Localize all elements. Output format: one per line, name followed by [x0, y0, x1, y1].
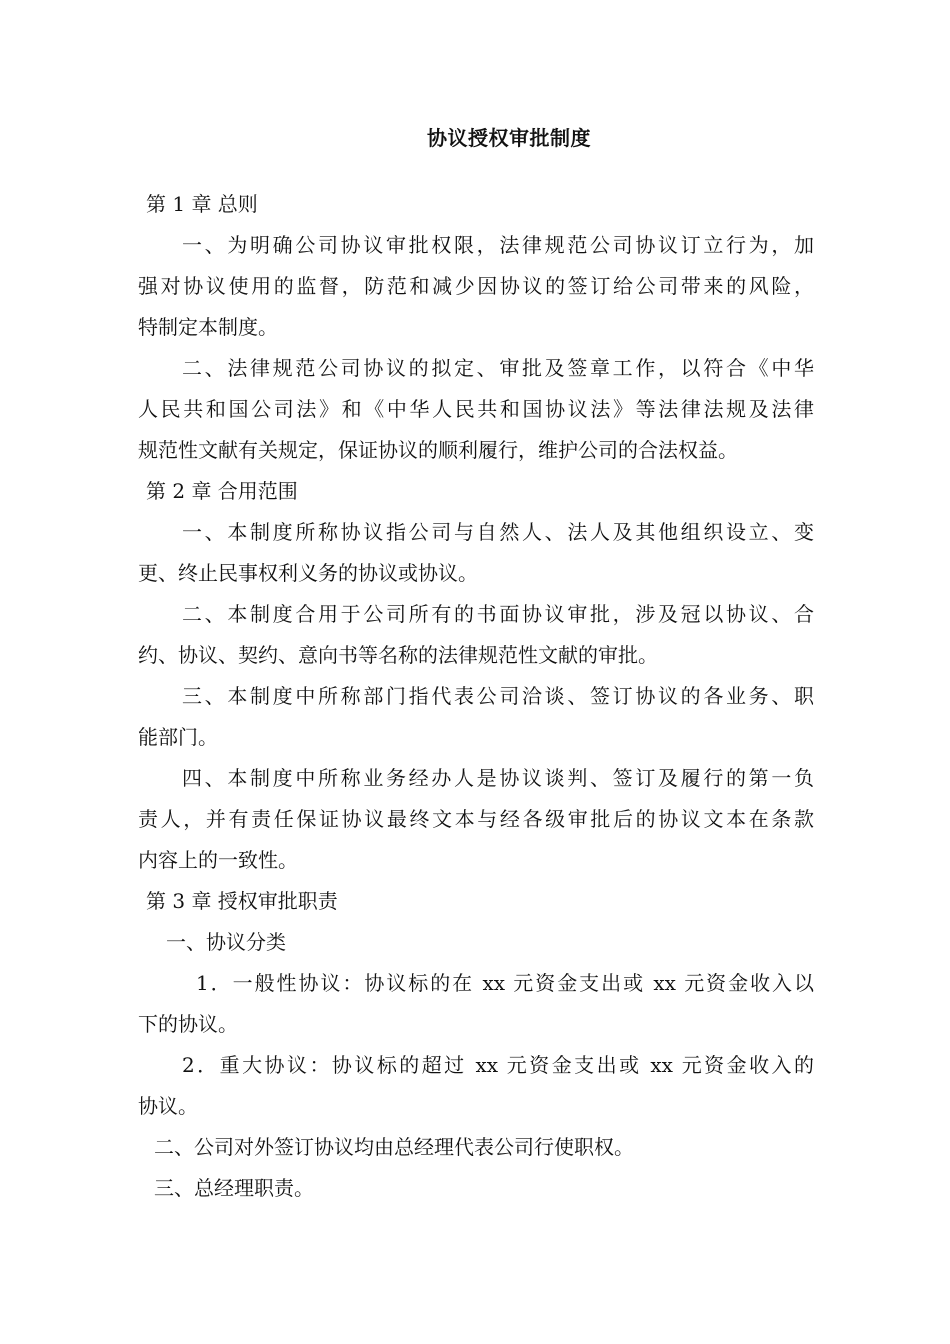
paragraph-line: 约、协议、契约、意向书等名称的法律规范性文献的审批。 — [138, 643, 658, 667]
paragraph-line: 责人，并有责任保证协议最终文本与经各级审批后的协议文本在条款 — [138, 807, 814, 831]
chapter-heading: 第 1 章 总则 — [146, 192, 258, 216]
chapter-heading: 第 2 章 合用范围 — [146, 479, 298, 503]
paragraph-line: 三、本制度中所称部门指代表公司洽谈、签订协议的各业务、职 — [182, 684, 814, 708]
paragraph-line: 一、本制度所称协议指公司与自然人、法人及其他组织设立、变 — [182, 520, 814, 544]
paragraph-line: 1．一般性协议：协议标的在 xx 元资金支出或 xx 元资金收入以 — [196, 971, 814, 995]
paragraph-line: 二、法律规范公司协议的拟定、审批及签章工作，以符合《中华 — [182, 356, 814, 380]
paragraph-line: 强对协议使用的监督，防范和减少因协议的签订给公司带来的风险， — [138, 274, 814, 298]
section-heading: 一、协议分类 — [166, 930, 286, 954]
paragraph-line: 更、终止民事权利义务的协议或协议。 — [138, 561, 478, 585]
paragraph-line: 四、本制度中所称业务经办人是协议谈判、签订及履行的第一负 — [182, 766, 814, 790]
paragraph-line: 协议。 — [138, 1094, 198, 1118]
paragraph-line: 二、本制度合用于公司所有的书面协议审批，涉及冠以协议、合 — [182, 602, 814, 626]
paragraph-line: 下的协议。 — [138, 1012, 238, 1036]
paragraph-line: 特制定本制度。 — [138, 315, 278, 339]
paragraph-line: 三、总经理职责。 — [154, 1176, 314, 1200]
paragraph-line: 一、为明确公司协议审批权限，法律规范公司协议订立行为，加 — [182, 233, 814, 257]
paragraph-line: 能部门。 — [138, 725, 218, 749]
paragraph-line: 内容上的一致性。 — [138, 848, 298, 872]
paragraph-line: 2．重大协议：协议标的超过 xx 元资金支出或 xx 元资金收入的 — [182, 1053, 814, 1077]
paragraph-line: 规范性文献有关规定，保证协议的顺利履行，维护公司的合法权益。 — [138, 438, 738, 462]
document-title: 协议授权审批制度 — [427, 126, 591, 150]
paragraph-line: 人民共和国公司法》和《中华人民共和国协议法》等法律法规及法律 — [138, 397, 814, 421]
document-body — [138, 184, 814, 1209]
chapter-heading: 第 3 章 授权审批职责 — [146, 889, 338, 913]
paragraph-line: 二、公司对外签订协议均由总经理代表公司行使职权。 — [154, 1135, 634, 1159]
